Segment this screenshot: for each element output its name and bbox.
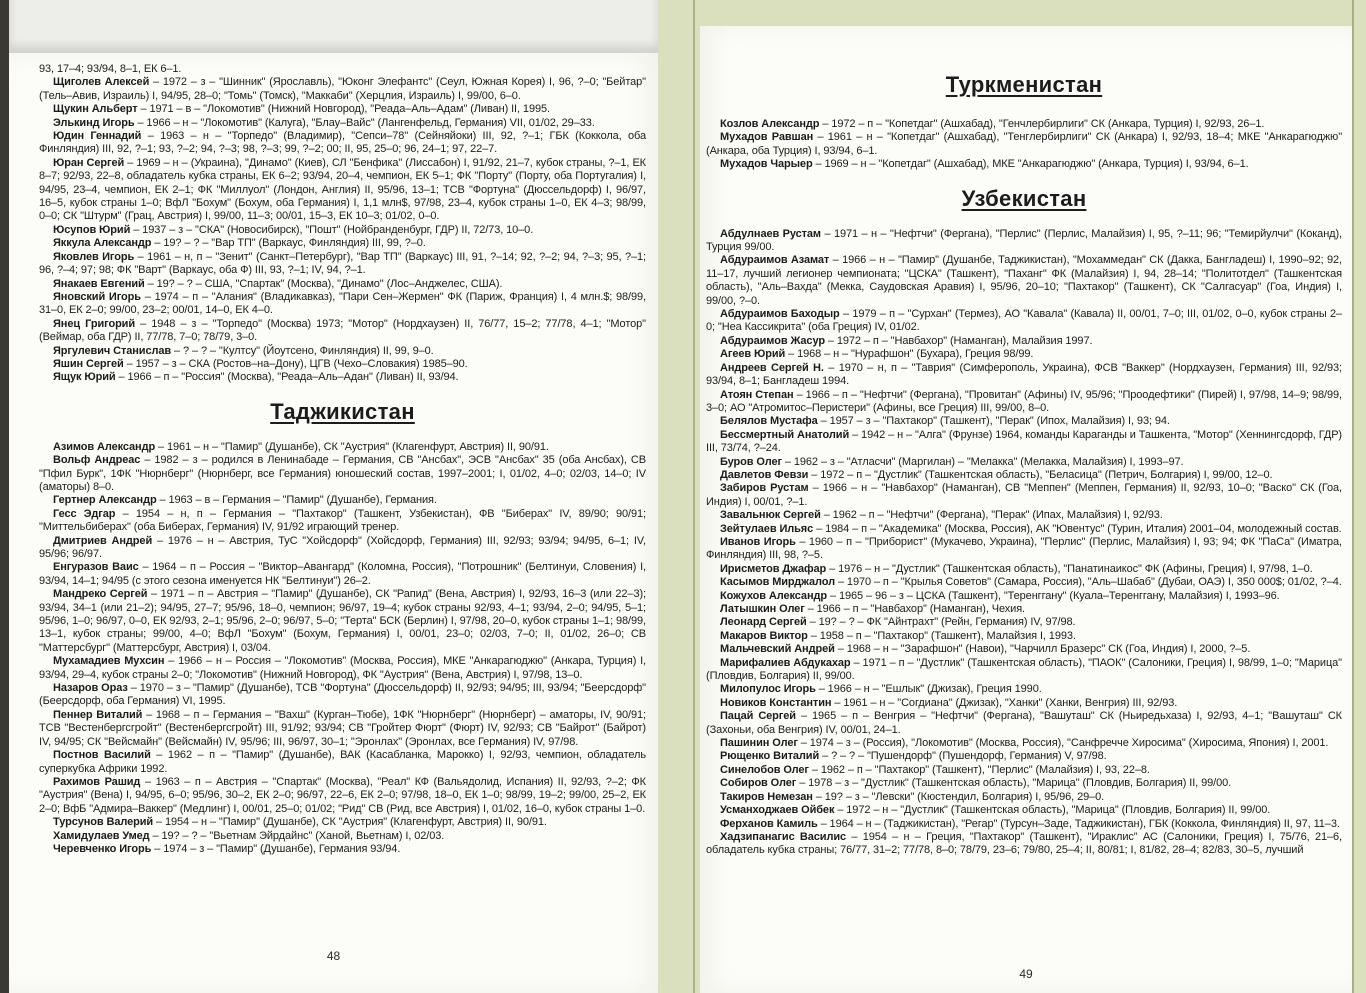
page-number-left: 48 — [326, 949, 341, 963]
player-entry — [39, 358, 646, 371]
page-gutter-line — [693, 0, 695, 993]
player-record: – 1942 – н – "Алга" (Фрунзе) 1964, команды Караганды и Ташкента, "Мотор" (Хеннингсдорф, ГДР) III, 73/74, ?–24. — [706, 428, 1342, 455]
player-name: Хадзипанагис Василис — [720, 830, 847, 843]
player-record: – 1962 – з – "Атласчи" (Маргилан) – "Мелакка" (Мелакка, Малайзия) I, 1993–97. — [781, 455, 1184, 468]
player-record: – 1968 – н – "Нурафшон" (Бухара), Греция 98/99. — [785, 348, 1034, 361]
player-entry — [706, 362, 1342, 389]
player-entry — [706, 710, 1342, 737]
player-record: – 1937 – з – "СКА" (Новосибирск), "Пошт" (Нойбранденбург, ГДР) II, 72/73, 10–0. — [130, 223, 534, 236]
player-entry — [706, 630, 1342, 643]
player-entry — [39, 345, 646, 358]
player-name: Пашинин Олег — [720, 737, 798, 750]
player-entry — [39, 291, 646, 318]
player-entry — [39, 318, 646, 345]
player-name: Синелобов Олег — [720, 763, 809, 776]
player-entry — [706, 469, 1342, 482]
player-entry — [706, 523, 1342, 536]
player-record: – 1974 – з – "Памир" (Душанбе), Германия 93/94. — [151, 842, 401, 855]
player-name: Ферханов Камиль — [720, 817, 818, 830]
player-entry — [39, 816, 646, 829]
player-name: Мухадов Чарыер — [720, 158, 813, 171]
player-name: Белялов Мустафа — [720, 415, 818, 428]
player-entry — [706, 764, 1342, 777]
player-record: – 1971 – н – "Нефтчи" (Фергана), "Перлис" (Перлис, Малайзия) I, 95, ?–11; 96; "Темирйулчи" (Коканд), Турция 99/00. — [706, 227, 1343, 254]
player-entry — [706, 131, 1342, 158]
player-record: – 1974 – п – "Алания" (Владикавказ), "Пари Сен–Жермен" ФК (Париж, Франция) I, 4 млн.$; 98/99, 31–0, ЕК 2–0; 99/00, 23–2; 00/01, 14–0, ЕК 4–0. — [39, 290, 646, 317]
player-entry — [39, 371, 646, 384]
player-entry — [39, 776, 646, 816]
player-name: Мандреко Сергей — [53, 588, 148, 601]
player-name: Собиров Олег — [720, 777, 797, 790]
player-record: – 1965 – п – Венгрия – "Нефтчи" (Фергана), "Вашуташ" СК (Ньиредьхаза) I, 92/93, 4–1; "Вашуташ" СК (Захоньи, оба Венгрия) IV, 00/01, 24–1. — [706, 710, 1342, 736]
player-name: Янакаев Евгений — [53, 277, 145, 290]
player-name: Черевченко Игорь — [53, 842, 152, 855]
player-name: Милопулос Игорь — [720, 683, 816, 696]
player-record: – 1964 – н – (Таджикистан), "Регар" (Турсун–Заде, Таджикистан), ГБК (Коккола, Финляндия) II, 97, 11–3. — [817, 817, 1340, 830]
player-name: Иванов Игорь — [720, 535, 796, 548]
player-name: Латышкин Олег — [720, 603, 805, 615]
player-record: – 1970 – п – "Крылья Советов" (Самара, Россия), "Аль–Шабаб" (Дубаи, ОАЭ) I, 350 000$; 01/02, ?–4. — [835, 576, 1342, 589]
player-record: – 1961 – н – "Копетдаг" (Ашхабад), "Тенглербирлиги" СК (Анкара) I, 92/93, 18–4; МКЕ "Анкарагюджю" (Анкара, оба Турция) I, 93/94, 6–1. — [706, 131, 1342, 157]
player-name: Абдураимов Жасур — [720, 334, 825, 347]
player-entry — [39, 454, 646, 494]
player-record: – 1962 – п – "Памир" (Душанбе), ВАК (Касабланка, Марокко) I, 92/93, чемпион, обладатель суперкубка Африки 1992. — [39, 749, 646, 775]
player-name: Абдураимов Азамат — [720, 254, 830, 267]
player-entry — [39, 224, 646, 237]
player-name: Гертнер Александр — [53, 494, 157, 507]
player-record: – 1954 – н, п – Германия – "Пахтакор" (Ташкент, Узбекистан), ФВ "Биберах" IV, 89/90; 90/91; "Миттельбиберах" (оба Биберах, Германия) IV, 91/92 играющий тренер. — [39, 507, 646, 534]
player-record: – 1962 – п – "Нефтчи" (Фергана), "Перак" (Ипах, Малайзия) I, 92/93. — [820, 509, 1163, 522]
player-record: – 1969 – н – (Украина), "Динамо" (Киев), СЛ "Бенфика" (Лиссабон) I, 91/92, 21–7, кубок страны, ?–1, ЕК 8–7; 92/93, 22–8, обладатель кубка страны, ЕК 6–2; 93/94, 20–4, чемпион, ЕК 5–1; ФК "Порту" (Порту, оба Португалия) I, 94/95, 23–4, чемпион, ЕК 2–1; ФК "Миллуол" (Лондон, Англия) II, 95/96, 13–1; ТСВ "Фортуна" (Дюссельдорф) I, 96/97, 16–5, кубок страны 1–0; ВфЛ "Бохум" (Бохум, оба Германия) I, 1,1 млн$, 97/98, 23–4, кубок страны 1–0, ЕК 4–3; 98/99, 0–0; СК "Штурм" (Грац, Австрия) I, 99/00, 11–3; 00/01, 15–3, ЕК 10–3; 01/02, 0–0. — [39, 156, 646, 223]
player-entry — [39, 843, 646, 856]
player-entry — [39, 655, 646, 682]
player-entry — [706, 616, 1342, 629]
player-entry — [706, 777, 1342, 790]
player-name: Ящук Юрий — [53, 371, 116, 384]
player-name: Назаров Ораз — [53, 682, 128, 695]
player-name: Щукин Альберт — [53, 103, 138, 116]
player-entry — [706, 228, 1342, 255]
player-name: Буров Олег — [720, 455, 782, 468]
player-name: Абдураимов Баходыр — [720, 308, 840, 321]
player-record: – 1957 – з – СКА (Ростов–на–Дону), ЦГВ (Чехо–Словакия) 1985–90. — [123, 357, 468, 370]
player-entry — [39, 76, 646, 103]
player-entry — [39, 709, 646, 749]
player-record: – 1966 – п – "Россия" (Москва), "Реада–Аль–Адан" (Ливан) II, 93/94. — [115, 371, 459, 384]
player-entry — [39, 237, 646, 250]
player-entry — [39, 682, 646, 709]
player-entry — [39, 561, 646, 588]
player-name: Рахимов Рашид — [53, 775, 141, 788]
player-name: Юран Сергей — [53, 156, 125, 169]
turkmenistan-entries — [706, 118, 1342, 172]
player-name: Андреев Сергей Н. — [720, 361, 824, 374]
page-49 — [700, 26, 1352, 993]
player-entry — [39, 103, 646, 116]
player-name: Хамидулаев Умед — [53, 829, 150, 842]
player-record: – 1972 – п – "Навбахор" (Наманган), Малайзия 1997. — [824, 334, 1093, 347]
player-entry — [706, 750, 1342, 763]
uzbekistan-entries — [706, 228, 1342, 858]
player-record: – 1976 – н – Австрия, ТуС "Хойсдорф" (Хойсдорф, Германия) III, 92/93; 93/94; 94/95, 6–1; IV, 95/96; 96/97. — [39, 534, 646, 560]
player-entry — [706, 831, 1342, 858]
player-name: Кожухов Александр — [720, 589, 828, 602]
player-record: – 1966 – н – "Памир" (Душанбе, Таджикистан), "Мохаммедан" СК (Дакка, Бангладеш) I, 1990–92; 92, 11–17, лучший легионер чемпионата; "ЦСКА" (Ташкент), "Паханг" ФК (Малайзия) I, 94, 28–14; "Политотдел" (Ташкентская область), "Аль–Вахда" (Мекка, Саудовская Аравия) I, 95/96, 20–10; "Пахтакор" (Ташкент), СК "Салгасуар" (Гоа, Индия) I, 99/00, ?–0. — [706, 254, 1342, 307]
page-number-right: 49 — [1019, 967, 1033, 981]
player-entry — [706, 590, 1342, 603]
player-name: Усманходжаев Ойбек — [720, 804, 835, 817]
player-name: Козлов Александр — [720, 118, 820, 130]
player-record: – 19? – ? – "Вьетнам Эйрдайнс" (Ханой, Вьетнам) I, 02/03. — [149, 829, 445, 842]
player-name: Ирисметов Джафар — [720, 562, 827, 575]
player-record: – 1963 – н – "Торпедо" (Владимир), "Сепси–78" (Сейняйоки) III, 92, ?–1; ГБК (Коккола, оба Финляндия) III, 92, ?–1; 93, ?–2; 94, ?–3; 98, ?–3; 99, ?–2; 00; II, 95, 25–0; 96, 24–1; 97, 22–7. — [39, 130, 646, 156]
player-entry — [706, 254, 1342, 308]
player-record: – 1964 – п – Россия – "Виктор–Авангард" (Коломна, Россия), "Потрошник" (Белтинуи, Словения) I, 93/94, 14–1; 94/95 (с этого сезона именуется НК "Белтинуи") 26–2. — [39, 561, 647, 587]
player-name: Элькинд Игорь — [53, 116, 135, 129]
player-record: – 1958 – п – "Пахтакор" (Ташкент), Малайзия I, 1993. — [807, 629, 1076, 642]
player-name: Вольф Андреас — [53, 454, 141, 467]
player-entry — [39, 749, 646, 776]
player-entry — [706, 348, 1342, 361]
player-entry — [706, 118, 1342, 131]
player-name: Постнов Василий — [53, 749, 151, 762]
player-name: Енгуразов Ваис — [53, 561, 139, 574]
player-record: – 1961 – н – "Памир" (Душанбе), СК "Аустрия" (Клагенфурт, Австрия) II, 90/91. — [155, 440, 549, 453]
player-record: – 1970 – н, п – "Таврия" (Симферополь, Украина), ФСВ "Ваккер" (Нордхаузен, Германия) III, 92/93; 93/94, 8–1; Бангладеш 1994. — [706, 361, 1342, 388]
russia-entries — [39, 76, 646, 384]
player-entry — [39, 535, 646, 562]
player-record: – 1971 – п – Австрия – "Памир" (Душанбе), СК "Рапид" (Вена, Австрия) I, 92/93, 16–3 (или 22–3); 93/94, 34–1 (или 21–2); 94/95, 27–7; 95/96, 18–0, чемпион; 96/97, 19–4; кубок страны 92/93, 4–1; 93/94, 2–0; 94/95, 5–1; 95/96, 1–0; 96/97, 0–0, ЕК 92/93, 2–1; 95/96, 2–0; 96/97, 5–0; "Терта" БСК (Берлин) I, 97/98, 20–0, кубок страны 1–1; 98/99, 13–1, кубок страны; 99/00, 4–0; ВфЛ "Бохум" (Бохум, Германия) I, 00/01, 23–0; 02/03, 7–0; II, 01/02, 26–0; СВ "Маттерсбург" (Маттерсбург, Австрия) I, 03/04. — [39, 588, 646, 654]
player-record: – ? – ? – "Култсу" (Йоутсено, Финляндия) II, 99, 9–0. — [171, 344, 434, 357]
player-entry — [706, 482, 1342, 509]
player-name: Пацай Сергей — [720, 710, 796, 723]
player-record: – 1972 – п – "Дустлик" (Ташкентская область), "Беласица" (Петрич, Болгария) I, 99/00, 12–0. — [808, 468, 1273, 481]
player-name: Агеев Юрий — [720, 348, 786, 361]
player-entry — [39, 441, 646, 454]
player-record: – 1954 – н – Греция, "Пахтакор" (Ташкент), "Ираклис" АС (Салоники, Греция) I, 75/76, 21–6, обладатель кубка страны; 76/77, 31–2; 77/78, 8–0; 78/79, 23–6; 79/80, 25–4; II, 80/81; I, 81/82, 28–4; 82/83, 30–5, лучший — [706, 830, 1342, 857]
player-name: Абдулнаев Рустам — [720, 227, 821, 240]
player-name: Мухадов Равшан — [720, 131, 814, 144]
player-name: Янец Григорий — [53, 317, 136, 330]
player-entry — [39, 588, 646, 655]
player-name: Рющенко Виталий — [720, 750, 820, 763]
player-entry — [706, 509, 1342, 522]
player-entry — [706, 603, 1342, 616]
player-record: – 1968 – н – "Зарафшон" (Навои), "Чарчилл Бразерс" СК (Гоа, Индия) I, 2000, ?–5. — [834, 643, 1251, 656]
player-entry — [39, 130, 646, 157]
player-record: – 1966 – н – "Навбахор" (Наманган), СВ "Меппен" (Меппен, Германия) II, 92/93, 10–0; "Васко" СК (Гоа, Индия) I, 00/01, ?–1. — [706, 482, 1342, 508]
player-entry — [39, 117, 646, 130]
player-name: Яшин Сергей — [53, 357, 124, 370]
player-name: Такиров Немезан — [720, 790, 813, 803]
turkmenistan-heading: Туркменистан — [945, 72, 1103, 97]
player-name: Завальнюк Сергей — [720, 509, 821, 522]
player-entry — [706, 576, 1342, 589]
player-name: Мухамадиев Мухсин — [53, 655, 165, 668]
player-record: – 1969 – н – "Копетдаг" (Ашхабад), МКЕ "Анкарагюджю" (Анкара, Турция) I, 93/94, 6–1. — [812, 158, 1249, 171]
player-record: – 19? – ? – ФК "Айнтрахт" (Рейн, Германия) IV, 97/98. — [806, 616, 1076, 629]
player-record: – 1971 – в – "Локомотив" (Нижний Новгород), "Реада–Аль–Адам" (Ливан) II, 1995. — [137, 103, 550, 116]
player-record: – 1982 – з – родился в Ленинабаде – Германия, СВ "Ансбах", ЭСВ "Ансбах" 35 (оба Ансбах), СВ "Пфил Бурк", 1ФК "Нюрнберг" (Нюрнберг, все Германия) юношеский состав, 1997–2001; I, 01/02, 4–0; 02/03, 14–0; IV (аматоры) 8–0. — [39, 454, 646, 493]
player-record: – 1966 – п – "Навбахор" (Наманган), Чехия. — [804, 603, 1026, 615]
player-entry — [706, 657, 1342, 684]
player-name: Зейтулаев Ильяс — [720, 522, 814, 535]
player-record: – 1976 – н – "Дустлик" (Ташкентская область), "Панатинаикос" ФК (Афины, Греция) I, 97/98, 1–0. — [826, 562, 1313, 575]
player-record: – 1963 – п – Австрия – "Спартак" (Москва), "Реал" КФ (Вальядолид, Испания) II, 92/93, ?–2; ФК "Аустрия" (Вена) I, 94/95, 6–0; 95/96, 30–2, ЕК 2–0; 96/97, 22–6, ЕК 2–0; 97/98, 18–0, ЕК 1–0; 98/99, 19–2; 99/00, 25–2, ЕК 2–0; ВфБ "Адмира–Ваккер" (Медлинг) I, 00/01, 25–0; 01/02; "Рид" СВ (Рид, все Австрия) I, 01/02, 16–0, кубок страны 1–0. — [39, 775, 646, 815]
player-name: Макаров Виктор — [720, 629, 808, 642]
uzbekistan-heading: Узбекистан — [961, 185, 1087, 211]
player-name: Щиголев Алексей — [53, 76, 150, 89]
player-entry — [39, 278, 646, 291]
player-name: Юдин Геннадий — [53, 130, 142, 143]
player-record: – 1962 – п – "Пахтакор" (Ташкент), "Перлис" (Малайзия) I, 93, 22–8. — [808, 763, 1150, 776]
player-name: Марифалиев Абдукахар — [720, 656, 851, 669]
player-record: – ? – ? – "Пушендорф" (Пушендорф, Германия) V, 97/98. — [819, 750, 1107, 763]
continuation-text: 93, 17–4; 93/94, 8–1, ЕК 6–1. — [39, 63, 182, 75]
player-entry — [706, 563, 1342, 576]
player-entry — [706, 429, 1342, 456]
player-record: – 1965 – 96 – з – ЦСКА (Ташкент), "Теренггану" (Куала–Теренггану, Малайзия) I, 1993–96. — [827, 589, 1280, 602]
player-record: – 1974 – з – (Россия), "Локомотив" (Москва, Россия), "Санфречче Хиросима" (Хиросима, Япония) I, 2001. — [797, 737, 1329, 750]
player-name: Яргулевич Станислав — [53, 344, 172, 357]
player-record: – 1968 – п – Германия – "Вахш" (Курган–Тюбе), 1ФК "Нюрнберг" (Нюрнберг) – аматоры, IV, 90/91; ТСВ "Вестенбергсгройт" (Вестенбергсгройт) III, 91/92; 93/94; СВ "Гройтер Фюрт" (Фюрт) IV, 92/93; СВ "Байрот" (Байрот) IV, 94/95; СК "Вейсмайн" (Вейсмайн) IV, 95/96; III, 96/97, 30–1; "Эронлах" (Эронлах, все Германия) IV, 97/98. — [39, 708, 646, 748]
player-record: – 1957 – з – "Пахтакор" (Ташкент), "Перак" (Ипох, Малайзия) I, 93; 94. — [817, 415, 1170, 428]
player-name: Азимов Александр — [53, 440, 156, 453]
player-name: Яковлев Игорь — [53, 250, 135, 263]
player-record: – 1960 – п – "Приборист" (Мукачево, Украина), "Перлис" (Перлис, Малайзия) I, 93; 94; ФК "ПаСа" (Иматра, Финляндия) III, 98, ?–5. — [706, 535, 1342, 562]
player-name: Давлетов Февзи — [720, 468, 809, 481]
player-name: Касымов Мирджалол — [720, 576, 835, 589]
player-entry — [706, 158, 1342, 171]
player-record: – 1966 – н – "Ешлык" (Джизак), Греция 1990. — [815, 683, 1042, 696]
player-entry — [706, 643, 1342, 656]
player-entry — [706, 536, 1342, 563]
player-record: – 19? – ? – "Вар ТП" (Варкаус, Финляндия) III, 99, ?–0. — [151, 237, 426, 250]
player-name: Турсунов Валерий — [53, 816, 154, 829]
player-name: Яккула Александр — [53, 237, 152, 250]
player-entry — [706, 818, 1342, 831]
player-name: Яновский Игорь — [53, 290, 141, 303]
player-name: Гесс Эдгар — [53, 507, 116, 520]
player-entry — [706, 683, 1342, 696]
player-record: – 1966 – н – "Локомотив" (Калуга), "Блау–Вайс" (Лангенфельд, Германия) VII, 01/02, 29–33. — [134, 116, 595, 129]
player-record: – 1970 – з – "Памир" (Душанбе), ТСВ "Фортуна" (Дюссельдорф) II, 92/93; 94/95; III, 93/94; "Беерсдорф" (Беерсдорф, оба Германия) VI, 1995. — [39, 682, 646, 708]
player-name: Бессмертный Анатолий — [720, 428, 850, 441]
player-entry — [39, 508, 646, 535]
player-entry — [39, 251, 646, 278]
player-entry — [39, 830, 646, 843]
player-record: – 1966 – н – Россия – "Локомотив" (Москва, Россия), МКЕ "Анкарагюджю" (Анкара, Турция) I, 93/94, 29–4, кубок страны 2–0; "Локомотив" (Нижний Новгород), ФК "Аустрия" (Вена, Австрия) I, 97/98, 13–0. — [39, 655, 646, 681]
player-entry — [39, 494, 646, 507]
player-record: – 1971 – п – "Дустлик" (Ташкентская область), "ПАОК" (Салоники, Греция) I, 98/99, 1–0; "Марица" (Пловдив, Болгария) II, 99/00. — [706, 656, 1342, 683]
player-name: Забиров Рустам — [720, 482, 809, 495]
player-record: – 1978 – з – "Дустлик" (Ташкентская область), "Марица" (Пловдив, Болгария) II, 99/00. — [796, 777, 1232, 790]
player-name: Мальчевский Андрей — [720, 643, 835, 656]
tajikistan-entries — [39, 441, 646, 857]
player-entry — [706, 415, 1342, 428]
player-name: Атоян Степан — [720, 388, 794, 401]
player-entry — [39, 157, 646, 224]
player-record: – 1963 – в – Германия – "Памир" (Душанбе), Германия. — [156, 494, 437, 507]
player-name: Юсупов Юрий — [53, 223, 131, 236]
book-left-edge — [0, 0, 9, 993]
player-record: – 1972 – н – "Дустлик" (Ташкентская область), "Марица" (Пловдив, Болгария) II, 99/00. — [834, 804, 1271, 817]
player-record: – 1961 – н, п – "Зенит" (Санкт–Петербург), "Вар ТП" (Варкаус) III, 91, ?–14; 92, ?–2; 94, ?–3; 95, ?–1; 96, ?–4; 97; 98; ФК "Варт" (Варкаус, оба Ф) III, 93, ?–1; IV, 94, ?–1. — [39, 250, 646, 277]
player-record: – 1972 – п – "Копетдаг" (Ашхабад), "Генчлербирлиги" СК (Анкара, Турция) I, 92/93, 26–1. — [819, 118, 1265, 130]
player-record: – 1966 – п – "Нефтчи" (Фергана), "Провитан" (Афины) IV, 95/96; "Проодефтики" (Пирей) I, 97/98, 14–9; 98/99, 3–0; АО "Атромитос–Перистери" (Афины, все Греция) III, 99/00, 8–0. — [706, 388, 1343, 414]
player-record: – 1979 – п – "Сурхан" (Термез), АО "Кавала" (Кавала) II, 00/01, 7–0; III, 01/02, 0–0, кубок страны 2–0; "Неа Кассикрита" (оба Греция) IV, 01/02. — [706, 308, 1342, 334]
player-entry — [706, 389, 1342, 416]
page-48 — [9, 53, 658, 993]
player-name: Леонард Сергей — [720, 616, 807, 629]
player-name: Дмитриев Андрей — [53, 534, 153, 547]
player-entry — [706, 335, 1342, 348]
player-entry — [706, 308, 1342, 335]
player-record: – 19? – з – "Левски" (Кюстендил, Болгария) I, 95/96, 29–0. — [812, 790, 1105, 803]
player-entry — [706, 804, 1342, 817]
player-record: – 1948 – з – "Торпедо" (Москва) 1973; "Мотор" (Нордхаузен) II, 76/77, 15–2; 77/78, 4–1; "Мотор" (Веймар, оба ГДР) II, 77/78, 7–0; 78/79, 3–0. — [39, 317, 646, 344]
tajikistan-heading: Таджикистан — [270, 398, 415, 424]
player-name: Пеннер Виталий — [53, 708, 143, 721]
player-entry — [706, 697, 1342, 710]
book-right-edge — [1352, 0, 1354, 993]
player-record: – 19? – ? – США, "Спартак" (Москва), "Динамо" (Лос–Анджелес, США). — [144, 277, 503, 290]
player-entry — [706, 791, 1342, 804]
player-record: – 1961 – н – "Согдиана" (Джизак), "Ханки" (Ханки, Венгрия) III, 92/93. — [831, 696, 1178, 709]
player-entry — [706, 456, 1342, 469]
page-stack-edge — [9, 0, 658, 53]
player-record: – 1984 – п – "Академика" (Москва, Россия), АК "Ювентус" (Турин, Италия) 2001–04, молодежный состав. — [813, 522, 1342, 535]
player-record: – 1972 – з – "Шинник" (Ярославль), "Юконг Элефантс" (Сеул, Южная Корея) I, 96, ?–0; "Бейтар" (Тель–Авив, Израиль) I, 94/95, 28–0; "Томь" (Томск), "Маккаби" (Херцлия, Израиль) I, 99/00, 6–0. — [39, 76, 646, 102]
player-record: – 1954 – н – "Памир" (Душанбе), СК "Аустрия" (Клагенфурт, Австрия) II, 90/91. — [153, 816, 547, 829]
player-entry — [706, 737, 1342, 750]
player-name: Новиков Константин — [720, 696, 832, 709]
